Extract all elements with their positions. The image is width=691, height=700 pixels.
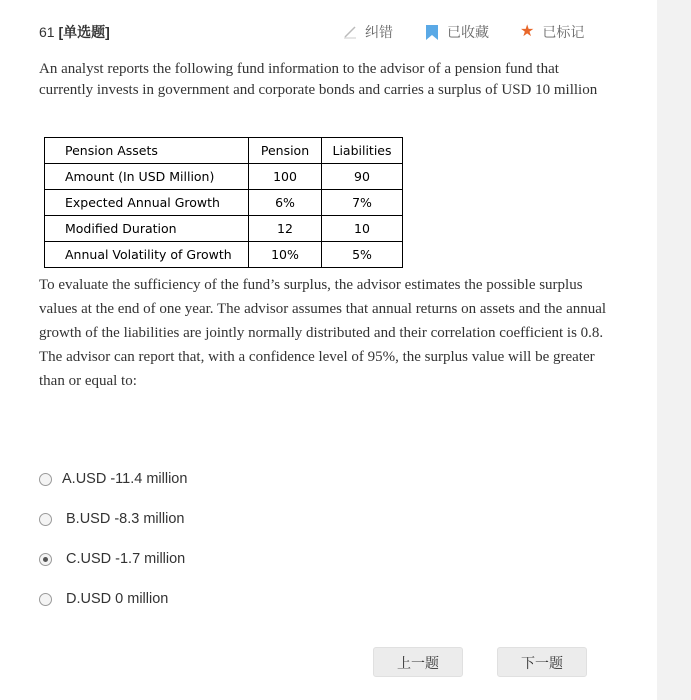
table-header-cell: Pension Assets [45, 138, 249, 164]
table-header-cell: Liabilities [322, 138, 403, 164]
radio-d[interactable] [39, 593, 52, 606]
table-header-cell: Pension [249, 138, 322, 164]
table-row [45, 216, 403, 242]
table-cell: Amount (In USD Million) [45, 164, 249, 190]
pencil-icon [343, 25, 357, 39]
table-header-row [45, 138, 403, 164]
table-cell: 7% [322, 190, 403, 216]
radio-a[interactable] [39, 473, 52, 486]
table-cell: 12 [249, 216, 322, 242]
question-paragraph: To evaluate the sufficiency of the fund’s surplus, the advisor estimates the possible surplus values at the end of one year. The advisor assumes that annual returns on assets and the annual growth of the liabilities are jointly normally distributed and their correlation coefficient is 0.8. The advisor can report that, with a confidence level of 95%, the surplus value will be greater than or equal to: [39, 277, 607, 389]
prev-question-button[interactable]: 上一题 [373, 647, 463, 677]
table-cell: 100 [249, 164, 322, 190]
correct-error-label: 纠错 [365, 24, 393, 40]
table-cell: 90 [322, 164, 403, 190]
table-cell: Annual Volatility of Growth [45, 242, 249, 268]
table-cell: 6% [249, 190, 322, 216]
radio-c[interactable] [39, 553, 52, 566]
table-cell: 10% [249, 242, 322, 268]
table-row [45, 190, 403, 216]
mark-label: 已标记 [542, 24, 585, 40]
option-d-label: D.USD 0 million [66, 591, 169, 607]
option-b-label: B.USD -8.3 million [66, 511, 185, 527]
question-header [39, 22, 110, 42]
option-c[interactable] [39, 551, 185, 567]
next-question-button[interactable]: 下一题 [497, 647, 587, 677]
table-cell: 5% [322, 242, 403, 268]
table-row [45, 164, 403, 190]
mark-button[interactable] [520, 22, 584, 42]
fund-info-table [44, 137, 403, 268]
question-type: [单选题] [58, 24, 110, 40]
right-gutter [657, 0, 691, 700]
option-a-label: A.USD -11.4 million [62, 471, 188, 487]
table-cell: 10 [322, 216, 403, 242]
option-b[interactable] [39, 511, 184, 527]
star-icon: ★ [520, 23, 535, 40]
correct-error-button[interactable] [343, 22, 393, 42]
collect-button[interactable] [425, 22, 489, 42]
question-stem: An analyst reports the following fund information to the advisor of a pension fund that currently invests in government and corporate bonds and carries a surplus of USD 10 million [39, 61, 598, 98]
collect-label: 已收藏 [447, 24, 489, 40]
option-d[interactable] [39, 591, 168, 607]
radio-b[interactable] [39, 513, 52, 526]
table-cell: Modified Duration [45, 216, 249, 242]
bookmark-icon [425, 25, 439, 40]
table-row [45, 242, 403, 268]
option-c-label: C.USD -1.7 million [66, 551, 186, 567]
table-cell: Expected Annual Growth [45, 190, 249, 216]
question-number: 61 [39, 24, 55, 40]
option-a[interactable] [39, 471, 187, 487]
